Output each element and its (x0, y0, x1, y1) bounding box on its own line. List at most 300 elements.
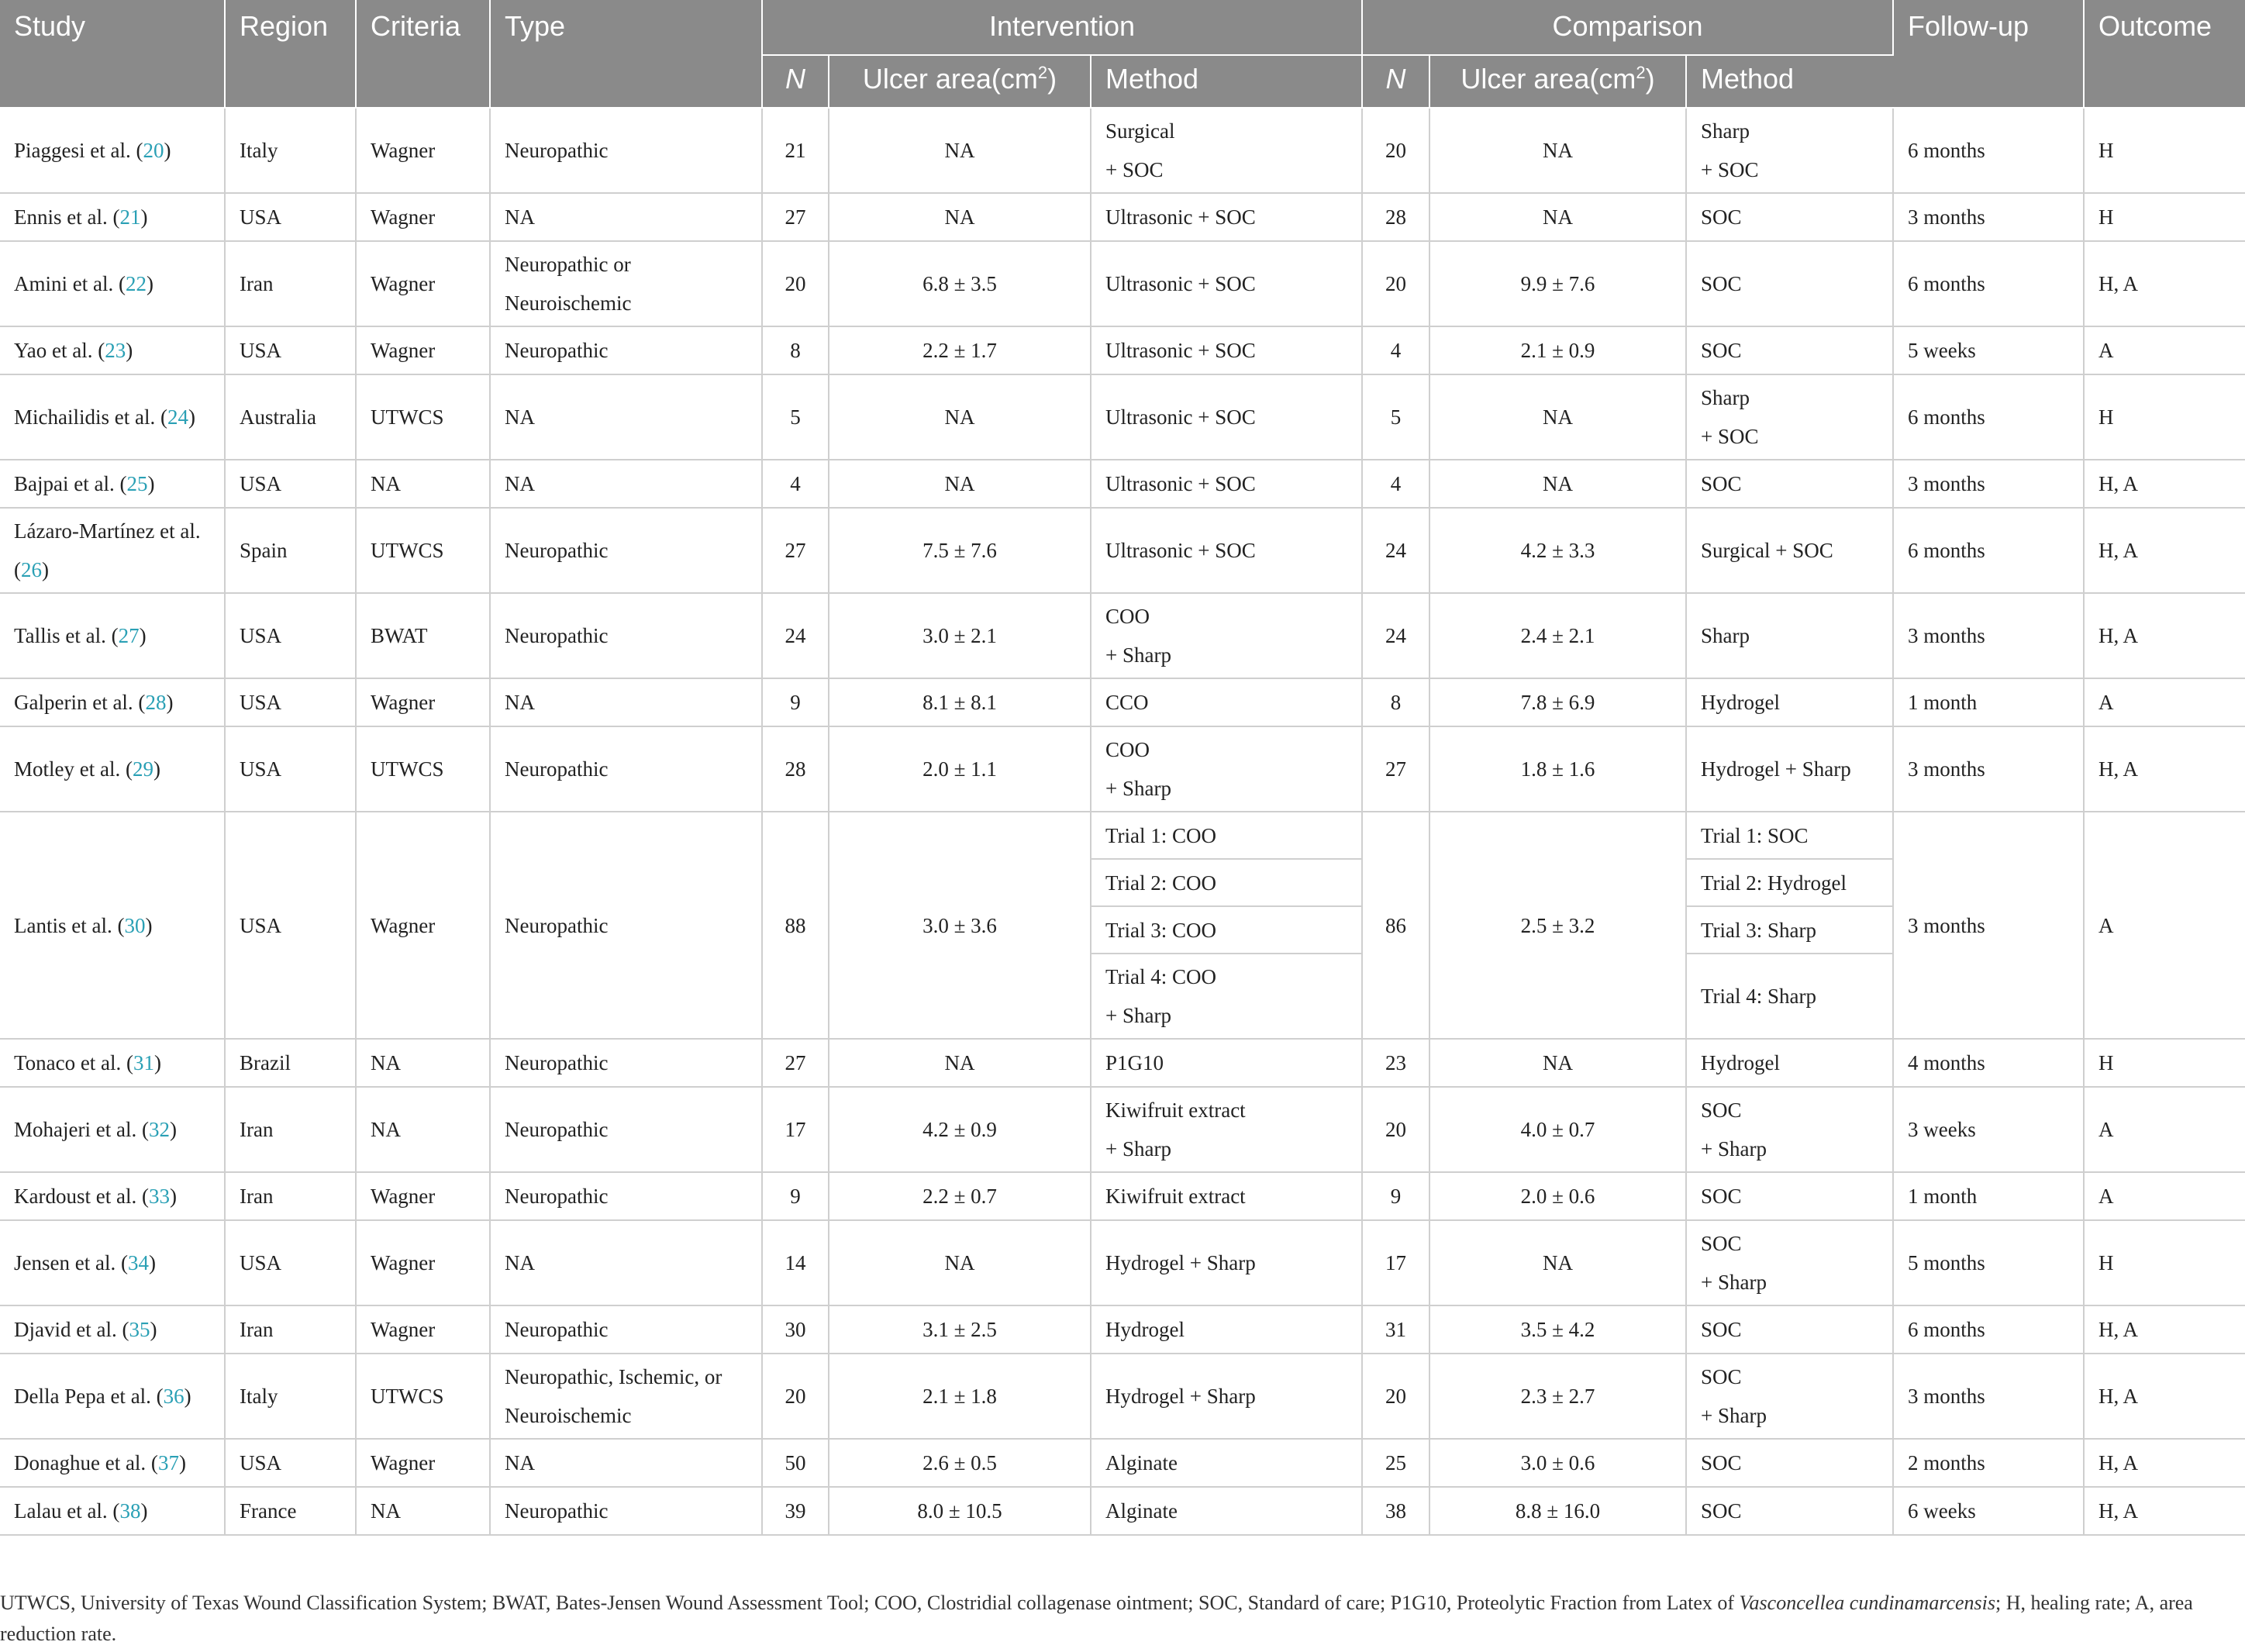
intervention-n-cell: 5 (762, 374, 829, 460)
method-line: SOC (1701, 1451, 1742, 1474)
comparison-n-cell: 4 (1362, 326, 1429, 374)
comparison-trial-1: Trial 1: SOC (1686, 812, 1893, 859)
header-outcome: Outcome (2084, 0, 2245, 108)
intervention-method-cell (1091, 1487, 1362, 1535)
intervention-method-cell (1091, 593, 1362, 678)
type-cell: NA (490, 1439, 762, 1487)
study-cell (0, 108, 225, 193)
study-paren: ) (166, 691, 174, 714)
comparison-area-cell: 7.8 ± 6.9 (1429, 678, 1686, 726)
comparison-area-cell: 8.8 ± 16.0 (1429, 1487, 1686, 1535)
followup-cell: 3 months (1893, 593, 2084, 678)
method-line: SOC (1701, 1098, 1742, 1122)
table-row (0, 1039, 2245, 1087)
table-row (0, 508, 2245, 593)
method-line: SOC (1701, 1365, 1742, 1388)
followup-cell: 6 months (1893, 1305, 2084, 1354)
outcome-cell: H (2084, 1220, 2245, 1305)
region-cell: USA (225, 1220, 356, 1305)
reference-link[interactable]: 23 (105, 339, 126, 362)
comparison-method-cell (1686, 1439, 1893, 1487)
method-line: Hydrogel (1105, 1318, 1185, 1341)
intervention-area-cell: NA (829, 193, 1091, 241)
type-cell: Neuropathic (490, 726, 762, 812)
comparison-n-cell: 24 (1362, 593, 1429, 678)
comparison-method-cell (1686, 1087, 1893, 1172)
intervention-n-cell: 9 (762, 1172, 829, 1220)
reference-link[interactable]: 32 (148, 1118, 170, 1141)
followup-cell: 4 months (1893, 1039, 2084, 1087)
criteria-cell: Wagner (356, 812, 490, 1039)
header-intervention-n: N (762, 55, 829, 108)
reference-link[interactable]: 21 (119, 205, 141, 229)
criteria-cell: BWAT (356, 593, 490, 678)
header-intervention-ulcer-area: Ulcer $area(cm^2)$ (829, 55, 1091, 108)
method-line: Ultrasonic + SOC (1105, 539, 1256, 562)
study-paren: ) (146, 272, 153, 295)
study-paren: ) (169, 1118, 177, 1141)
outcome-cell: H, A (2084, 593, 2245, 678)
intervention-area-cell: 2.6 ± 0.5 (829, 1439, 1091, 1487)
region-cell: Iran (225, 241, 356, 326)
reference-link[interactable]: 38 (119, 1499, 141, 1523)
followup-cell: 3 months (1893, 726, 2084, 812)
method-line: Kiwifruit extract (1105, 1098, 1246, 1122)
comparison-area-cell: NA (1429, 374, 1686, 460)
reference-link[interactable]: 36 (163, 1385, 184, 1408)
intervention-n-cell: 20 (762, 1354, 829, 1439)
region-cell: France (225, 1487, 356, 1535)
intervention-method-cell (1091, 1087, 1362, 1172)
followup-cell: 3 months (1893, 460, 2084, 508)
outcome-cell: H, A (2084, 1439, 2245, 1487)
intervention-area-cell: 8.1 ± 8.1 (829, 678, 1091, 726)
study-cell (0, 1439, 225, 1487)
reference-link[interactable]: 34 (127, 1251, 149, 1274)
intervention-n-cell: 30 (762, 1305, 829, 1354)
study-author: Donaghue et al. ( (14, 1451, 158, 1474)
study-author: Ennis et al. ( (14, 205, 120, 229)
intervention-area-cell: 2.2 ± 0.7 (829, 1172, 1091, 1220)
criteria-cell: Wagner (356, 1220, 490, 1305)
type-cell: Neuropathic (490, 1172, 762, 1220)
study-cell (0, 508, 225, 593)
method-line: + SOC (1701, 425, 1759, 448)
criteria-cell: NA (356, 460, 490, 508)
comparison-area-cell: NA (1429, 1039, 1686, 1087)
comparison-area-cell: 2.4 ± 2.1 (1429, 593, 1686, 678)
comparison-method-cell (1686, 374, 1893, 460)
region-cell: USA (225, 326, 356, 374)
study-cell (0, 1487, 225, 1535)
intervention-area-cell: 3.1 ± 2.5 (829, 1305, 1091, 1354)
study-author: Bajpai et al. ( (14, 472, 127, 495)
intervention-method-cell (1091, 1305, 1362, 1354)
region-cell: Australia (225, 374, 356, 460)
method-line: + Sharp (1701, 1404, 1767, 1427)
table-row (0, 678, 2245, 726)
study-paren: ) (178, 1451, 186, 1474)
comparison-n-cell: 27 (1362, 726, 1429, 812)
intervention-area-cell: NA (829, 108, 1091, 193)
study-paren: ) (147, 472, 155, 495)
header-region: Region (225, 0, 356, 108)
comparison-area-cell: 4.2 ± 3.3 (1429, 508, 1686, 593)
study-paren: ) (188, 405, 195, 429)
intervention-area-cell: 7.5 ± 7.6 (829, 508, 1091, 593)
header-comparison: Comparison (1362, 0, 1893, 55)
region-cell: Iran (225, 1087, 356, 1172)
study-author: Kardoust et al. ( (14, 1185, 149, 1208)
intervention-method-cell (1091, 193, 1362, 241)
reference-link[interactable]: 29 (132, 757, 153, 781)
reference-link[interactable]: 30 (124, 913, 146, 937)
table-row (0, 593, 2245, 678)
comparison-n-cell: 20 (1362, 1354, 1429, 1439)
comparison-trial-2: Trial 2: Hydrogel (1686, 859, 1893, 906)
method-line: Hydrogel + Sharp (1105, 1385, 1256, 1408)
header-followup: Follow-up (1893, 0, 2084, 108)
intervention-method-cell (1091, 108, 1362, 193)
table-footnote: UTWCS, University of Texas Wound Classification System; BWAT, Bates-Jensen Wound Assessment Tool; COO, Clostridial collagenase ointment; SOC, Standard of care; P1G10, Proteolytic Fraction from Latex of Vasconcellea cundinamarcensis; H, healing rate; A, area reduction rate. (0, 1592, 2193, 1645)
study-cell (0, 593, 225, 678)
comparison-area-cell: 2.5 ± 3.2 (1429, 812, 1686, 1039)
table-row (0, 1354, 2245, 1439)
region-cell: Spain (225, 508, 356, 593)
intervention-n-cell: 4 (762, 460, 829, 508)
type-cell: NA (490, 460, 762, 508)
followup-cell: 6 weeks (1893, 1487, 2084, 1535)
table-body (0, 108, 2245, 812)
comparison-n-cell: 28 (1362, 193, 1429, 241)
comparison-method-cell (1686, 1354, 1893, 1439)
followup-cell: 1 month (1893, 678, 2084, 726)
comparison-n-cell: 4 (1362, 460, 1429, 508)
intervention-area-cell: 4.2 ± 0.9 (829, 1087, 1091, 1172)
intervention-n-cell: 21 (762, 108, 829, 193)
criteria-cell: NA (356, 1487, 490, 1535)
study-paren: ) (148, 1251, 156, 1274)
outcome-cell: H (2084, 108, 2245, 193)
method-line: SOC (1701, 1318, 1742, 1341)
intervention-area-cell: NA (829, 460, 1091, 508)
criteria-cell: UTWCS (356, 726, 490, 812)
comparison-area-cell: 4.0 ± 0.7 (1429, 1087, 1686, 1172)
study-paren: ) (139, 624, 147, 647)
region-cell: Iran (225, 1305, 356, 1354)
intervention-area-cell: 8.0 ± 10.5 (829, 1487, 1091, 1535)
method-line: Hydrogel + Sharp (1105, 1251, 1256, 1274)
reference-link[interactable]: 35 (129, 1318, 150, 1341)
followup-cell: 6 months (1893, 108, 2084, 193)
region-cell: Italy (225, 108, 356, 193)
followup-cell: 5 weeks (1893, 326, 2084, 374)
intervention-method-cell (1091, 326, 1362, 374)
reference-link[interactable]: 24 (167, 405, 188, 429)
study-cell (0, 1305, 225, 1354)
method-line: SOC (1701, 472, 1742, 495)
region-cell: Italy (225, 1354, 356, 1439)
intervention-n-cell: 50 (762, 1439, 829, 1487)
header-comparison-ulcer-area: Ulcer $area(cm^2)$ (1429, 55, 1686, 108)
comparison-n-cell: 20 (1362, 241, 1429, 326)
intervention-trial-1: Trial 1: COO (1091, 812, 1362, 859)
comparison-area-cell: 9.9 ± 7.6 (1429, 241, 1686, 326)
method-line: Ultrasonic + SOC (1105, 272, 1256, 295)
method-line: Ultrasonic + SOC (1105, 405, 1256, 429)
header-type: Type (490, 0, 762, 108)
comparison-n-cell: 20 (1362, 1087, 1429, 1172)
method-line: COO (1105, 605, 1150, 628)
table-body-lantis (0, 812, 2245, 1039)
intervention-area-cell: 6.8 ± 3.5 (829, 241, 1091, 326)
intervention-trial-3: Trial 3: COO (1091, 906, 1362, 954)
intervention-n-cell: 27 (762, 508, 829, 593)
intervention-method-cell (1091, 1039, 1362, 1087)
study-paren: ) (42, 558, 49, 581)
study-paren: ) (184, 1385, 191, 1408)
comparison-method-cell (1686, 241, 1893, 326)
intervention-n-cell: 27 (762, 1039, 829, 1087)
comparison-area-cell: 2.3 ± 2.7 (1429, 1354, 1686, 1439)
comparison-n-cell: 24 (1362, 508, 1429, 593)
followup-cell: 3 months (1893, 1354, 2084, 1439)
followup-cell: 3 months (1893, 193, 2084, 241)
followup-cell: 3 months (1893, 812, 2084, 1039)
comparison-n-cell: 25 (1362, 1439, 1429, 1487)
reference-link[interactable]: 20 (143, 139, 164, 162)
table-row (0, 1439, 2245, 1487)
comparison-trial-4: Trial 4: Sharp (1686, 954, 1893, 1039)
study-author: Yao et al. ( (14, 339, 105, 362)
followup-cell: 1 month (1893, 1172, 2084, 1220)
comparison-method-cell (1686, 108, 1893, 193)
method-line: P1G10 (1105, 1051, 1164, 1074)
comparison-n-cell: 86 (1362, 812, 1429, 1039)
outcome-cell: H, A (2084, 460, 2245, 508)
intervention-method-cell (1091, 1220, 1362, 1305)
criteria-cell: Wagner (356, 1305, 490, 1354)
type-cell: Neuropathic (490, 508, 762, 593)
method-line: + SOC (1105, 158, 1164, 181)
outcome-cell: H, A (2084, 241, 2245, 326)
comparison-area-cell: 1.8 ± 1.6 (1429, 726, 1686, 812)
outcome-cell: H, A (2084, 508, 2245, 593)
method-line: Sharp (1701, 624, 1750, 647)
table-row (0, 1172, 2245, 1220)
study-cell (0, 193, 225, 241)
outcome-cell: H, A (2084, 1305, 2245, 1354)
table-row (0, 1220, 2245, 1305)
method-line: Hydrogel + Sharp (1701, 757, 1851, 781)
table-row (0, 726, 2245, 812)
study-author: Tonaco et al. ( (14, 1051, 134, 1074)
region-cell: USA (225, 593, 356, 678)
reference-link[interactable]: 25 (126, 472, 148, 495)
study-cell (0, 374, 225, 460)
comparison-method-cell (1686, 593, 1893, 678)
comparison-area-cell: NA (1429, 193, 1686, 241)
followup-cell: 6 months (1893, 374, 2084, 460)
intervention-method-cell (1091, 678, 1362, 726)
criteria-cell: Wagner (356, 678, 490, 726)
method-line: Kiwifruit extract (1105, 1185, 1246, 1208)
method-line: Surgical (1105, 119, 1175, 143)
reference-link[interactable]: 33 (148, 1185, 170, 1208)
table-row (0, 460, 2245, 508)
reference-link[interactable]: 31 (133, 1051, 155, 1074)
intervention-n-cell: 27 (762, 193, 829, 241)
comparison-method-cell (1686, 1172, 1893, 1220)
region-cell: USA (225, 1439, 356, 1487)
method-line: + Sharp (1701, 1271, 1767, 1294)
study-author: Lalau et al. ( (14, 1499, 120, 1523)
header-intervention-method: Method (1091, 55, 1362, 108)
region-cell: USA (225, 460, 356, 508)
region-cell: Iran (225, 1172, 356, 1220)
method-line: Sharp (1701, 386, 1750, 409)
comparison-method-cell (1686, 326, 1893, 374)
type-cell: Neuropathic (490, 593, 762, 678)
intervention-n-cell: 39 (762, 1487, 829, 1535)
method-line: Ultrasonic + SOC (1105, 472, 1256, 495)
type-cell: Neuropathic, Ischemic, or Neuroischemic (490, 1354, 762, 1439)
intervention-trial-2: Trial 2: COO (1091, 859, 1362, 906)
intervention-n-cell: 17 (762, 1087, 829, 1172)
reference-link[interactable]: 37 (157, 1451, 179, 1474)
type-cell: Neuropathic (490, 1039, 762, 1087)
method-line: Ultrasonic + SOC (1105, 339, 1256, 362)
criteria-cell: UTWCS (356, 508, 490, 593)
table-row (0, 374, 2245, 460)
comparison-method-cell (1686, 1039, 1893, 1087)
intervention-method-cell (1091, 1354, 1362, 1439)
study-paren: ) (164, 139, 171, 162)
type-cell: NA (490, 193, 762, 241)
region-cell: Brazil (225, 1039, 356, 1087)
comparison-trial-3: Trial 3: Sharp (1686, 906, 1893, 954)
study-paren: ) (154, 1051, 162, 1074)
intervention-method-cell (1091, 241, 1362, 326)
type-cell: NA (490, 678, 762, 726)
table-header (0, 0, 2245, 108)
comparison-area-cell: NA (1429, 1220, 1686, 1305)
outcome-cell: H (2084, 1039, 2245, 1087)
outcome-cell: H (2084, 374, 2245, 460)
study-author: Piaggesi et al. ( (14, 139, 143, 162)
header-criteria: Criteria (356, 0, 490, 108)
study-paren: ) (169, 1185, 177, 1208)
region-cell: USA (225, 812, 356, 1039)
study-cell (0, 460, 225, 508)
method-line: Hydrogel (1701, 1051, 1780, 1074)
comparison-area-cell: 3.5 ± 4.2 (1429, 1305, 1686, 1354)
method-line: Alginate (1105, 1451, 1178, 1474)
intervention-n-cell: 20 (762, 241, 829, 326)
study-cell (0, 1039, 225, 1087)
comparison-n-cell: 9 (1362, 1172, 1429, 1220)
intervention-n-cell: 14 (762, 1220, 829, 1305)
header-comparison-method: Method (1686, 55, 1893, 108)
type-cell: Neuropathic (490, 108, 762, 193)
reference-link[interactable]: 26 (21, 558, 42, 581)
method-line: Surgical + SOC (1701, 539, 1833, 562)
region-cell: USA (225, 193, 356, 241)
followup-cell: 6 months (1893, 508, 2084, 593)
table-row (0, 108, 2245, 193)
table-row (0, 193, 2245, 241)
method-line: SOC (1701, 272, 1742, 295)
comparison-n-cell: 17 (1362, 1220, 1429, 1305)
outcome-cell: A (2084, 1087, 2245, 1172)
comparison-n-cell: 8 (1362, 678, 1429, 726)
study-author: Tallis et al. ( (14, 624, 119, 647)
outcome-cell: A (2084, 326, 2245, 374)
study-cell (0, 1354, 225, 1439)
method-line: SOC (1701, 339, 1742, 362)
intervention-area-cell: 3.0 ± 3.6 (829, 812, 1091, 1039)
study-cell: Lantis et al. (30) (0, 812, 225, 1039)
region-cell: USA (225, 678, 356, 726)
method-line: Alginate (1105, 1499, 1178, 1523)
region-cell: USA (225, 726, 356, 812)
intervention-n-cell: 88 (762, 812, 829, 1039)
method-line: SOC (1701, 1232, 1742, 1255)
study-paren: ) (140, 1499, 148, 1523)
comparison-area-cell: 2.1 ± 0.9 (1429, 326, 1686, 374)
criteria-cell: Wagner (356, 241, 490, 326)
study-paren: ) (150, 1318, 157, 1341)
study-author: Michailidis et al. ( (14, 405, 167, 429)
study-author: Galperin et al. ( (14, 691, 146, 714)
comparison-method-cell (1686, 1487, 1893, 1535)
intervention-method-cell (1091, 1172, 1362, 1220)
study-author: Jensen et al. ( (14, 1251, 128, 1274)
type-cell: Neuropathic (490, 326, 762, 374)
study-cell (0, 1220, 225, 1305)
followup-cell: 5 months (1893, 1220, 2084, 1305)
comparison-area-cell: 2.0 ± 0.6 (1429, 1172, 1686, 1220)
outcome-cell: H, A (2084, 1354, 2245, 1439)
study-paren: ) (153, 757, 160, 781)
criteria-cell: NA (356, 1087, 490, 1172)
table-row (0, 1305, 2245, 1354)
comparison-method-cell (1686, 460, 1893, 508)
study-author: Motley et al. ( (14, 757, 133, 781)
outcome-cell: A (2084, 812, 2245, 1039)
type-cell: Neuropathic (490, 1487, 762, 1535)
intervention-n-cell: 8 (762, 326, 829, 374)
comparison-method-cell (1686, 508, 1893, 593)
intervention-method-cell (1091, 1439, 1362, 1487)
outcome-cell: H, A (2084, 1487, 2245, 1535)
intervention-trial-4: Trial 4: COO + Sharp (1091, 954, 1362, 1039)
table-row (0, 241, 2245, 326)
study-cell (0, 1087, 225, 1172)
comparison-method-cell (1686, 1220, 1893, 1305)
criteria-cell: UTWCS (356, 374, 490, 460)
study-paren: ) (126, 339, 133, 362)
followup-cell: 2 months (1893, 1439, 2084, 1487)
study-cell (0, 326, 225, 374)
table-row (0, 1087, 2245, 1172)
header-intervention: Intervention (762, 0, 1362, 55)
reference-link[interactable]: 27 (118, 624, 140, 647)
reference-link[interactable]: 28 (145, 691, 167, 714)
reference-link[interactable]: 22 (125, 272, 147, 295)
study-cell (0, 678, 225, 726)
method-line: + Sharp (1105, 643, 1171, 667)
